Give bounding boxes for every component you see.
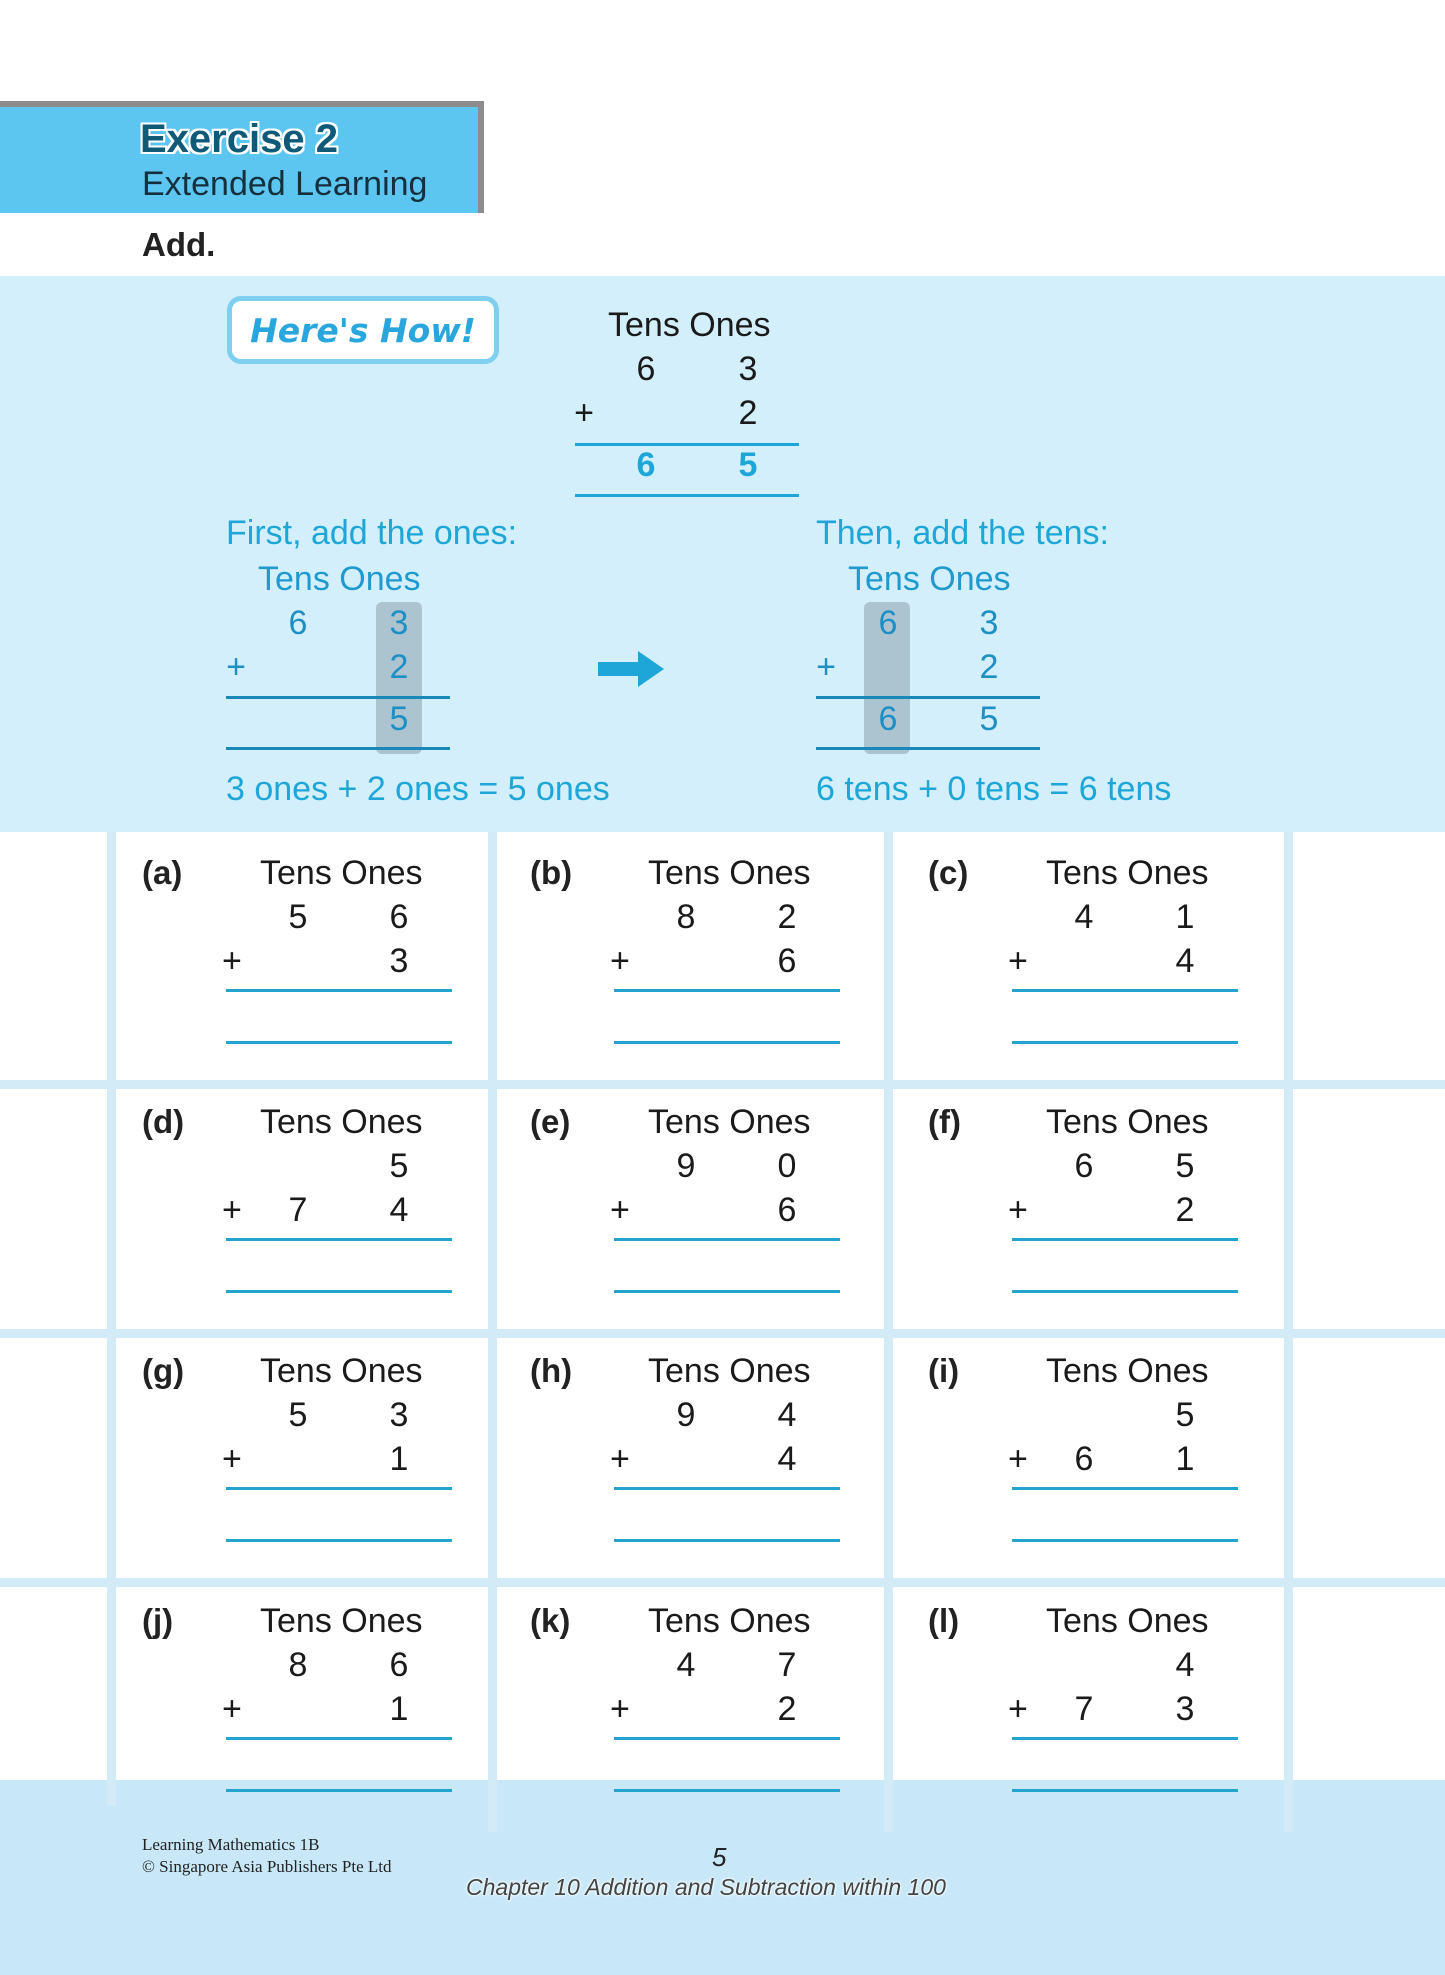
column-headers: Tens Ones — [1046, 1602, 1209, 1640]
top-ones: 3 — [979, 604, 999, 642]
sum-line — [614, 1487, 840, 1490]
problem-a — [142, 832, 522, 1072]
sum-line — [226, 1737, 452, 1740]
bottom-ones: 3 — [389, 942, 409, 980]
plus-sign: + — [816, 648, 836, 686]
top-tens: 4 — [676, 1646, 696, 1684]
bottom-ones: 1 — [389, 1690, 409, 1728]
problem-b — [530, 832, 910, 1072]
answer-line[interactable] — [1012, 1041, 1238, 1044]
answer-line[interactable] — [226, 1539, 452, 1542]
answer-ones: 5 — [738, 446, 758, 484]
top-ones: 3 — [738, 350, 758, 388]
column-headers: Tens Ones — [648, 1352, 811, 1390]
answer-line[interactable] — [614, 1290, 840, 1293]
top-ones: 3 — [389, 1396, 409, 1434]
problem-label: (c) — [928, 854, 969, 891]
column-headers: Tens Ones — [260, 1352, 423, 1390]
answer-tens: 6 — [636, 446, 656, 484]
sum-line — [1012, 1238, 1238, 1241]
problem-i — [928, 1330, 1308, 1570]
top-tens: 6 — [1074, 1147, 1094, 1185]
exercise-header — [0, 101, 484, 213]
chapter-title: Chapter 10 Addition and Subtraction within 100 — [466, 1874, 946, 1900]
bottom-ones: 1 — [389, 1440, 409, 1478]
column-headers: Tens Ones — [260, 1103, 423, 1141]
top-tens: 8 — [288, 1646, 308, 1684]
answer-line — [226, 747, 450, 750]
column-headers: Tens Ones — [1046, 854, 1209, 892]
sum-line — [226, 1487, 452, 1490]
top-tens: 5 — [288, 898, 308, 936]
problem-label: (b) — [530, 854, 573, 891]
top-ones: 4 — [1175, 1646, 1195, 1684]
top-tens: 4 — [1074, 898, 1094, 936]
plus-sign: + — [1008, 1191, 1028, 1229]
answer-tens: 6 — [878, 700, 898, 738]
top-tens: 6 — [878, 604, 898, 642]
bottom-tens: 6 — [1074, 1440, 1094, 1478]
sum-line — [226, 696, 450, 699]
bottom-ones: 2 — [738, 394, 758, 432]
plus-sign: + — [610, 1191, 630, 1229]
problem-c — [928, 832, 1308, 1072]
bottom-ones: 4 — [777, 1440, 797, 1478]
problem-label: (h) — [530, 1352, 573, 1389]
plus-sign: + — [610, 1690, 630, 1728]
problem-g — [142, 1330, 522, 1570]
column-headers: Tens Ones — [648, 1602, 811, 1640]
problem-label: (l) — [928, 1602, 960, 1639]
bottom-tens: 7 — [1074, 1690, 1094, 1728]
bottom-ones: 4 — [1175, 942, 1195, 980]
sum-line — [1012, 1737, 1238, 1740]
plus-sign: + — [222, 1690, 242, 1728]
plus-sign: + — [1008, 1690, 1028, 1728]
bottom-ones: 2 — [389, 648, 409, 686]
book-title: Learning Mathematics 1B — [142, 1835, 320, 1854]
top-ones: 5 — [1175, 1147, 1195, 1185]
answer-line[interactable] — [614, 1041, 840, 1044]
sum-line — [614, 1737, 840, 1740]
top-ones: 6 — [389, 898, 409, 936]
sum-line — [614, 989, 840, 992]
sum-line — [614, 1238, 840, 1241]
answer-line[interactable] — [1012, 1290, 1238, 1293]
top-ones: 5 — [389, 1147, 409, 1185]
problem-d — [142, 1081, 522, 1321]
answer-line[interactable] — [1012, 1539, 1238, 1542]
top-ones: 4 — [777, 1396, 797, 1434]
plus-sign: + — [222, 942, 242, 980]
bottom-ones: 6 — [777, 1191, 797, 1229]
answer-line[interactable] — [226, 1290, 452, 1293]
top-ones: 2 — [777, 898, 797, 936]
problem-label: (e) — [530, 1103, 571, 1140]
top-ones: 5 — [1175, 1396, 1195, 1434]
bottom-ones: 4 — [389, 1191, 409, 1229]
plus-sign: + — [1008, 942, 1028, 980]
top-ones: 1 — [1175, 898, 1195, 936]
bottom-ones: 2 — [979, 648, 999, 686]
heres-how-badge: Here's How! — [227, 296, 499, 364]
exercise-subtitle: Extended Learning — [142, 165, 428, 203]
top-ones: 3 — [389, 604, 409, 642]
plus-sign: + — [222, 1191, 242, 1229]
plus-sign: + — [222, 1440, 242, 1478]
step1-equation: 3 ones + 2 ones = 5 ones — [226, 770, 610, 808]
problem-label: (j) — [142, 1602, 174, 1639]
bottom-tens: 7 — [288, 1191, 308, 1229]
page-number: 5 — [712, 1842, 727, 1872]
top-tens: 6 — [288, 604, 308, 642]
step2-equation: 6 tens + 0 tens = 6 tens — [816, 770, 1172, 808]
column-headers: Tens Ones — [608, 306, 771, 344]
column-headers: Tens Ones — [258, 560, 421, 598]
sum-line — [226, 989, 452, 992]
problem-h — [530, 1330, 910, 1570]
bottom-ones: 3 — [1175, 1690, 1195, 1728]
top-ones: 0 — [777, 1147, 797, 1185]
answer-ones: 5 — [389, 700, 409, 738]
top-tens: 9 — [676, 1396, 696, 1434]
heres-how-panel — [0, 276, 1445, 832]
sum-line — [226, 1238, 452, 1241]
column-headers: Tens Ones — [848, 560, 1011, 598]
column-headers: Tens Ones — [260, 854, 423, 892]
footer-book-info — [142, 1834, 392, 1878]
answer-line[interactable] — [614, 1539, 840, 1542]
sum-line — [1012, 989, 1238, 992]
column-headers: Tens Ones — [260, 1602, 423, 1640]
top-tens: 9 — [676, 1147, 696, 1185]
bottom-ones: 6 — [777, 942, 797, 980]
problem-label: (i) — [928, 1352, 960, 1389]
answer-ones: 5 — [979, 700, 999, 738]
bottom-ones: 2 — [1175, 1191, 1195, 1229]
sum-line — [816, 696, 1040, 699]
answer-line — [816, 747, 1040, 750]
plus-sign: + — [610, 942, 630, 980]
problem-f — [928, 1081, 1308, 1321]
top-ones: 7 — [777, 1646, 797, 1684]
bottom-ones: 1 — [1175, 1440, 1195, 1478]
copyright: © Singapore Asia Publishers Pte Ltd — [142, 1857, 392, 1876]
top-tens: 8 — [676, 898, 696, 936]
problem-label: (g) — [142, 1352, 185, 1389]
step1-title: First, add the ones: — [226, 514, 518, 552]
exercise-title: Exercise 2 — [140, 117, 338, 161]
column-headers: Tens Ones — [1046, 1103, 1209, 1141]
problem-label: (k) — [530, 1602, 571, 1639]
sum-line — [1012, 1487, 1238, 1490]
top-tens: 5 — [288, 1396, 308, 1434]
problem-label: (f) — [928, 1103, 961, 1140]
problem-label: (a) — [142, 854, 183, 891]
column-headers: Tens Ones — [1046, 1352, 1209, 1390]
instruction: Add. — [142, 226, 216, 263]
exercise-grid — [0, 832, 1445, 1832]
answer-line — [575, 494, 799, 497]
problem-label: (d) — [142, 1103, 185, 1140]
top-tens: 6 — [636, 350, 656, 388]
answer-line[interactable] — [226, 1041, 452, 1044]
top-ones: 6 — [389, 1646, 409, 1684]
plus-sign: + — [1008, 1440, 1028, 1478]
step2-title: Then, add the tens: — [816, 514, 1109, 552]
bottom-ones: 2 — [777, 1690, 797, 1728]
plus-sign: + — [610, 1440, 630, 1478]
plus-sign: + — [574, 394, 594, 432]
problem-e — [530, 1081, 910, 1321]
right-arrow-icon — [598, 651, 664, 687]
plus-sign: + — [226, 648, 246, 686]
column-headers: Tens Ones — [648, 1103, 811, 1141]
column-headers: Tens Ones — [648, 854, 811, 892]
